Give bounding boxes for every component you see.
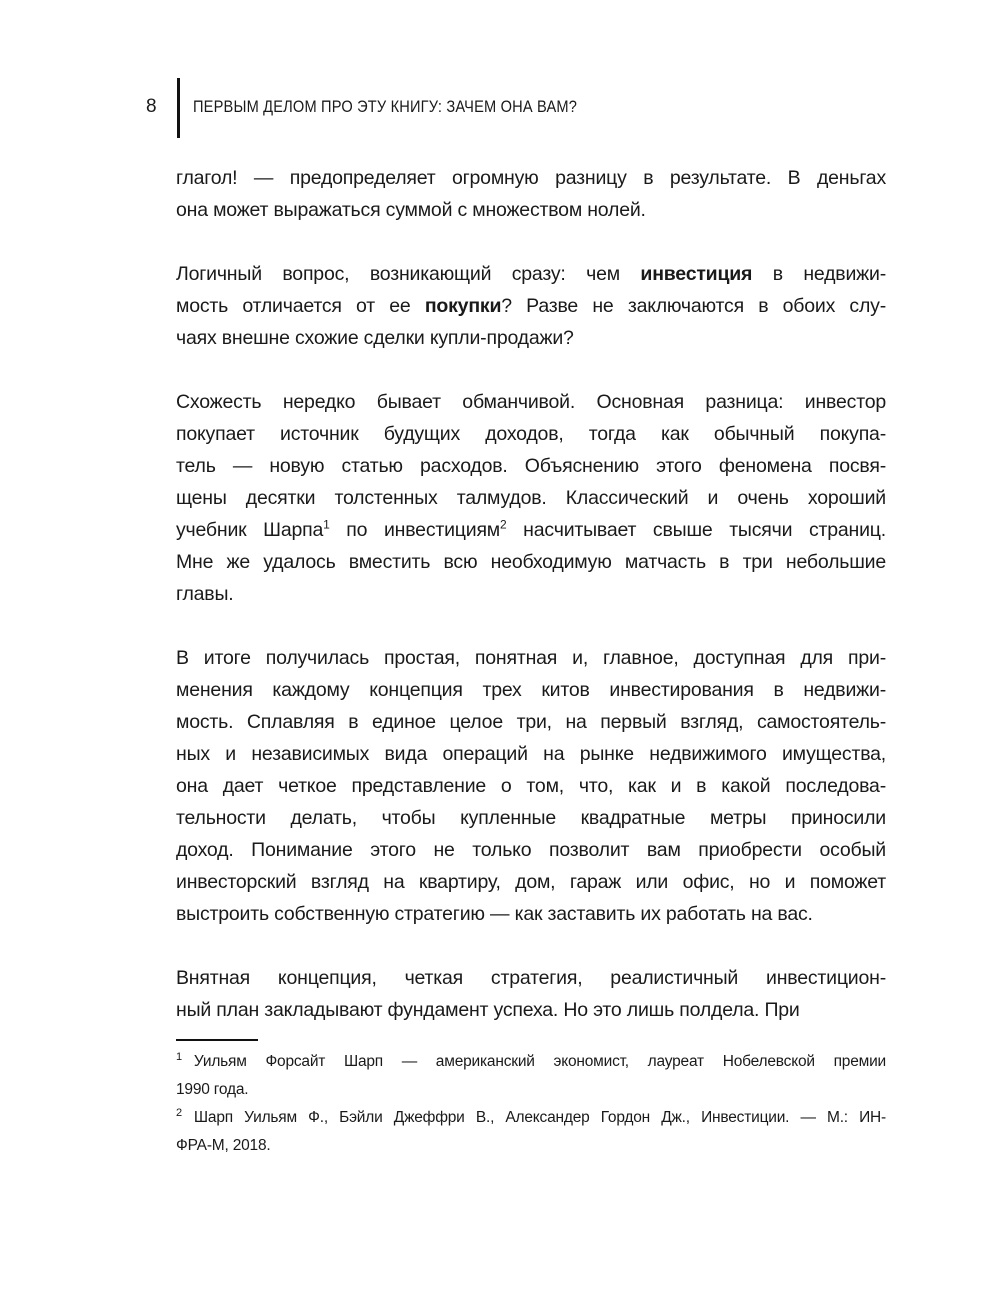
footnote-text: 1990 года.: [176, 1081, 249, 1098]
running-title: ПЕРВЫМ ДЕЛОМ ПРО ЭТУ КНИГУ: ЗАЧЕМ ОНА ВАМ?: [193, 97, 578, 116]
text-segment: по инвестициям: [329, 519, 501, 541]
body-text: [176, 162, 886, 1058]
footnote-line: [176, 1104, 886, 1132]
text-line: [176, 674, 886, 706]
text-segment: Логичный вопрос, возникающий сразу: чем: [176, 263, 641, 285]
text-segment: ных и независимых вида операций на рынке недвижимого имущества,: [176, 743, 886, 765]
text-line: [176, 994, 886, 1026]
text-segment: в недвижи-: [752, 263, 886, 285]
text-line: [176, 482, 886, 514]
text-line: [176, 962, 886, 994]
bold-term: инвестиция: [640, 263, 753, 285]
text-segment: учебник Шарпа: [176, 519, 324, 541]
text-line: [176, 738, 886, 770]
text-line: [176, 578, 886, 610]
text-line: [176, 258, 886, 290]
footnote-text: Уильям Форсайт Шарп — американский экономист, лауреат Нобелевской премии: [193, 1053, 886, 1070]
text-line: [176, 386, 886, 418]
text-segment: покупает источник будущих доходов, тогда как обычный покупа-: [176, 423, 886, 445]
paragraph: [176, 162, 886, 226]
text-segment: ? Разве не заключаются в обоих слу-: [501, 295, 886, 317]
text-line: [176, 866, 886, 898]
text-line: [176, 770, 886, 802]
paragraph: [176, 386, 886, 610]
text-segment: Внятная концепция, четкая стратегия, реалистичный инвестицион-: [176, 967, 886, 989]
footnote-rule: [176, 1039, 258, 1041]
footnote-text: ФРА-М, 2018.: [176, 1137, 271, 1154]
header-divider: [177, 78, 180, 138]
footnote-number: 2: [176, 1106, 182, 1119]
footnote-text: Шарп Уильям Ф., Бэйли Джеффри В., Александер Гордон Дж., Инвестиции. — М.: ИН-: [193, 1109, 886, 1126]
footnote-number: 1: [176, 1050, 182, 1063]
text-line: [176, 194, 886, 226]
text-line: [176, 322, 886, 354]
text-segment: главы.: [176, 583, 234, 605]
text-segment: она может выражаться суммой с множеством нолей.: [176, 199, 646, 221]
text-segment: Мне же удалось вместить всю необходимую матчасть в три небольшие: [176, 551, 886, 573]
paragraph: [176, 962, 886, 1026]
text-segment: мость. Сплавляя в единое целое три, на первый взгляд, самостоятель-: [176, 711, 886, 733]
text-line: [176, 162, 886, 194]
footnote-line: [176, 1132, 886, 1160]
text-segment: мость отличается от ее: [176, 295, 425, 317]
text-segment: щены десятки толстенных талмудов. Классический и очень хороший: [176, 487, 886, 509]
bold-term: покупки: [424, 295, 502, 317]
text-segment: глагол! — предопределяет огромную разницу в результате. В деньгах: [176, 167, 886, 189]
text-line: [176, 546, 886, 578]
text-line: [176, 418, 886, 450]
text-segment: менения каждому концепция трех китов инвестирования в недвижи-: [176, 679, 886, 701]
text-segment: тель — новую статью расходов. Объяснению этого феномена посвя-: [176, 455, 886, 477]
paragraph: [176, 258, 886, 354]
text-line: [176, 706, 886, 738]
text-line: [176, 450, 886, 482]
footnotes: [176, 1048, 886, 1160]
text-segment: В итоге получилась простая, понятная и, главное, доступная для при-: [176, 647, 886, 669]
text-line: [176, 898, 886, 930]
footnote-ref: 2: [500, 517, 507, 532]
text-segment: она дает четкое представление о том, что, как и в какой последова-: [176, 775, 886, 797]
text-line: [176, 642, 886, 674]
page-number: 8: [146, 96, 157, 117]
text-segment: тельности делать, чтобы купленные квадратные метры приносили: [176, 807, 886, 829]
text-segment: доход. Понимание этого не только позволит вам приобрести особый: [176, 839, 886, 861]
text-segment: Схожесть нередко бывает обманчивой. Основная разница: инвестор: [176, 391, 886, 413]
text-line: [176, 290, 886, 322]
text-segment: инвесторский взгляд на квартиру, дом, гараж или офис, но и поможет: [176, 871, 886, 893]
footnote-line: [176, 1076, 886, 1104]
text-segment: чаях внешне схожие сделки купли-продажи?: [176, 327, 574, 349]
paragraph: [176, 642, 886, 930]
footnote-ref: 1: [323, 517, 330, 532]
footnote-line: [176, 1048, 886, 1076]
text-segment: насчитывает свыше тысячи страниц.: [506, 519, 886, 541]
text-line: [176, 834, 886, 866]
text-line: [176, 802, 886, 834]
text-segment: ный план закладывают фундамент успеха. Но это лишь полдела. При: [176, 999, 800, 1021]
text-line: [176, 514, 886, 546]
text-segment: выстроить собственную стратегию — как заставить их работать на вас.: [176, 903, 813, 925]
